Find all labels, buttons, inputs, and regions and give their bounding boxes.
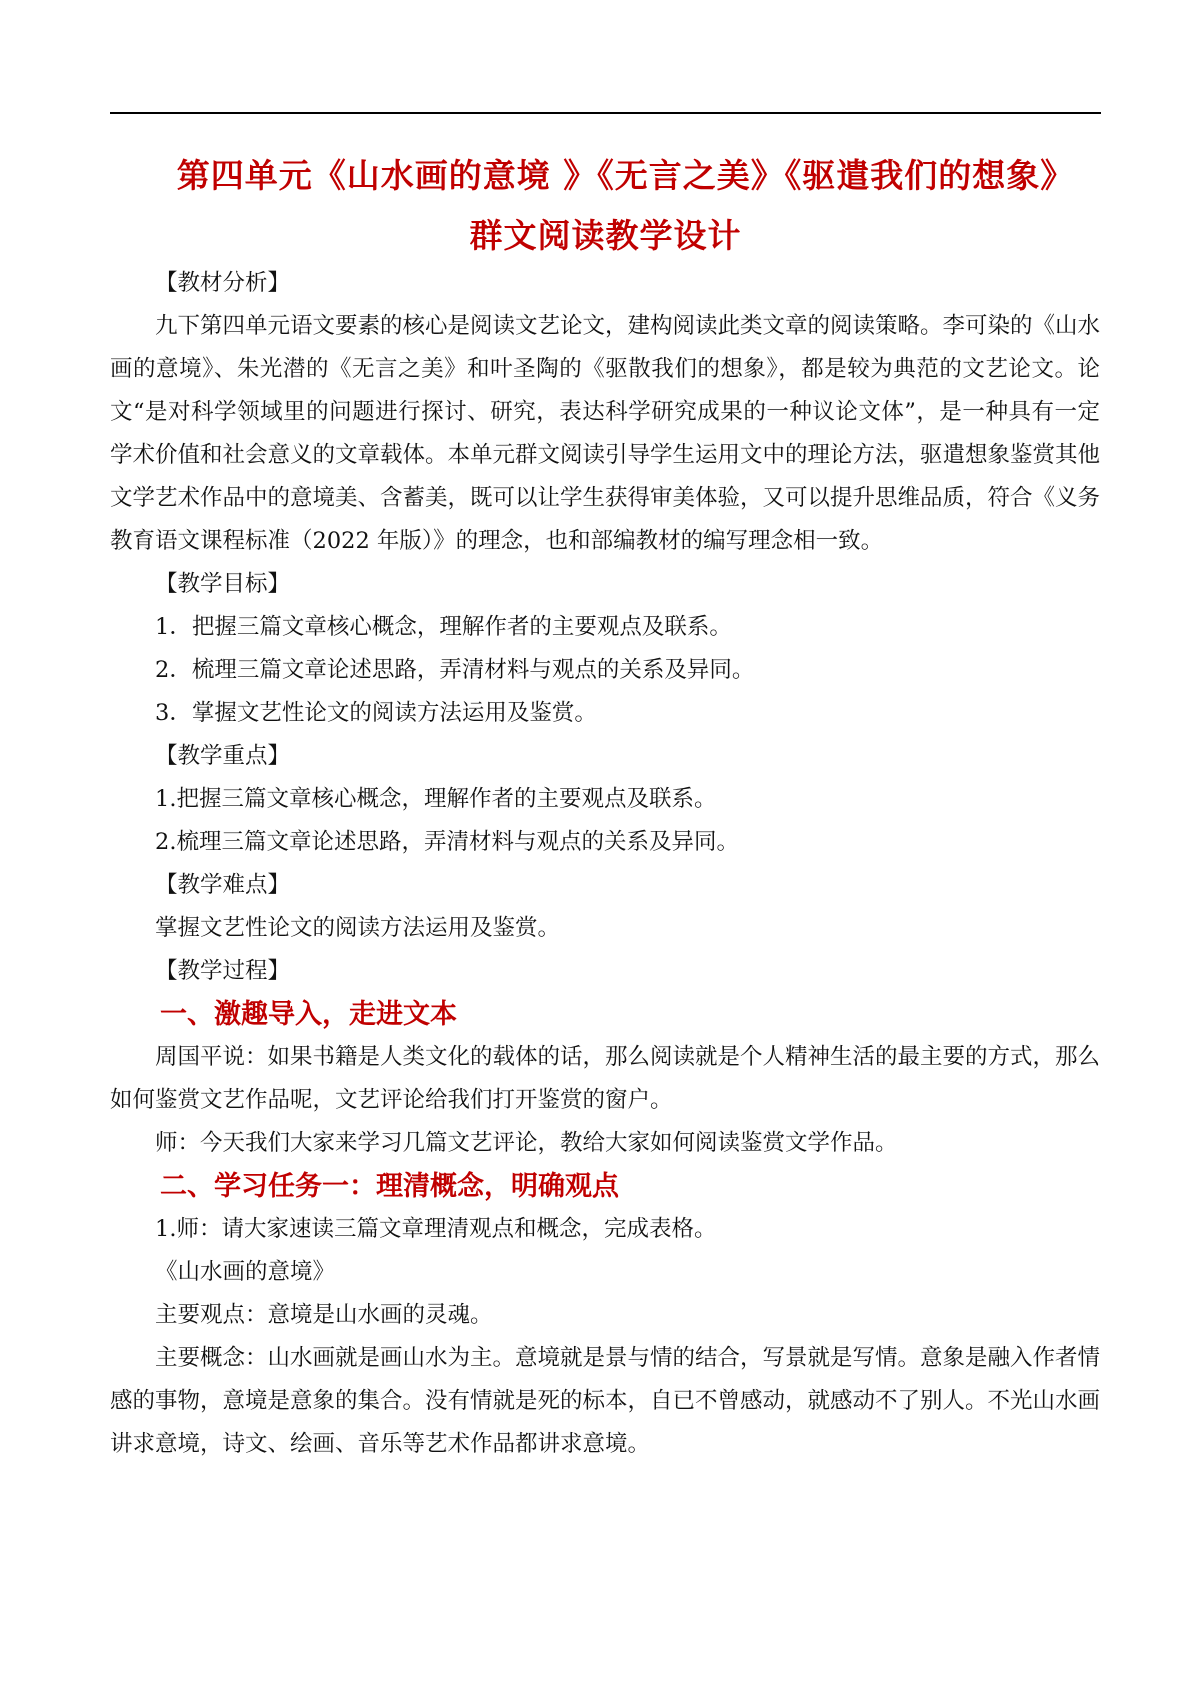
goal-item: 1．把握三篇文章核心概念，理解作者的主要观点及联系。 xyxy=(155,614,732,640)
section-heading-2: 二、学习任务一：理清概念，明确观点 xyxy=(160,1171,619,1202)
main-view: 主要观点：意境是山水画的灵魂。 xyxy=(155,1302,493,1328)
key-point-item: 1.把握三篇文章核心概念，理解作者的主要观点及联系。 xyxy=(155,786,717,812)
analysis-paragraph: 九下第四单元语文要素的核心是阅读文艺论文，建构阅读此类文章的阅读策略。李可染的《山水画的意境》、朱光潜的《无言之美》和叶圣陶的《驱散我们的想象》，都是较为典范的文艺论文。论文“是对科学领域里的问题进行探讨、研究，表达科学研究成果的一种议论文体”，是一种具有一定学术价值和社会意义的文章载体。本单元群文阅读引导学生运用文中的理论方法，驱遣想象鉴赏其他文学艺术作品中的意境美、含蓄美，既可以让学生获得审美体验，又可以提升思维品质，符合《义务教育语文课程标准（2022 年版）》的理念，也和部编教材的编写理念相一致。 xyxy=(110,313,1101,554)
document-subtitle: 群文阅读教学设计 xyxy=(469,216,742,255)
main-concepts: 主要概念：山水画就是画山水为主。意境就是景与情的结合，写景就是写情。意象是融入作者情感的事物，意境是意象的集合。没有情就是死的标本，自已不曾感动，就感动不了别人。不光山水画讲求意境，诗文、绘画、音乐等艺术作品都讲求意境。 xyxy=(110,1345,1101,1457)
work-title: 《山水画的意境》 xyxy=(155,1259,336,1285)
header-rule xyxy=(110,112,1101,114)
document-title: 第四单元《山水画的意境 》《无言之美》《驱遣我们的想象》 xyxy=(176,156,1075,195)
process-label: 【教学过程】 xyxy=(155,958,291,984)
difficulty-text: 掌握文艺性论文的阅读方法运用及鉴赏。 xyxy=(155,915,561,941)
section1-teacher: 师：今天我们大家来学习几篇文艺评论，教给大家如何阅读鉴赏文学作品。 xyxy=(155,1130,898,1156)
goal-item: 2．梳理三篇文章论述思路，弄清材料与观点的关系及异同。 xyxy=(155,657,755,683)
analysis-label: 【教材分析】 xyxy=(155,270,291,296)
section-heading-1: 一、激趣导入，走进文本 xyxy=(160,999,457,1030)
document-body xyxy=(110,262,1100,1466)
section1-quote: 周国平说：如果书籍是人类文化的载体的话，那么阅读就是个人精神生活的最主要的方式，那么如何鉴赏文艺作品呢，文艺评论给我们打开鉴赏的窗户。 xyxy=(110,1044,1101,1113)
key-point-item: 2.梳理三篇文章论述思路，弄清材料与观点的关系及异同。 xyxy=(155,829,739,855)
key-points-label: 【教学重点】 xyxy=(155,743,291,769)
difficulty-label: 【教学难点】 xyxy=(155,872,291,898)
section2-instruction: 1.师：请大家速读三篇文章理清观点和概念，完成表格。 xyxy=(155,1216,717,1242)
goals-label: 【教学目标】 xyxy=(155,571,291,597)
goal-item: 3．掌握文艺性论文的阅读方法运用及鉴赏。 xyxy=(155,700,597,726)
